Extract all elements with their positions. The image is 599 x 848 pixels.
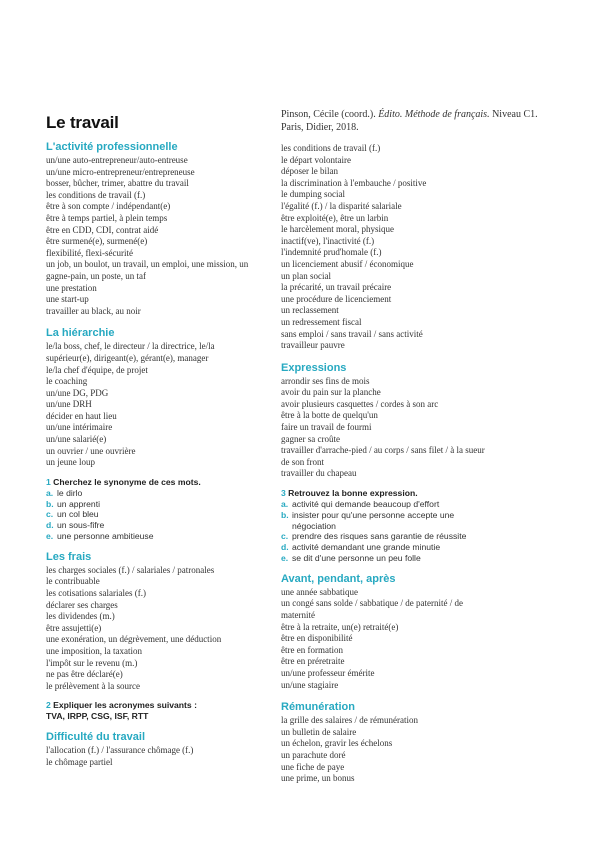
exercise-items [281, 499, 543, 564]
list-item: un/une salarié(e) [46, 434, 107, 445]
list-item: un parachute doré [281, 749, 346, 760]
exercise-item [46, 488, 274, 499]
exercise-1 [46, 477, 274, 542]
exercise-item-text: activité qui demande beaucoup d'effort [292, 499, 440, 510]
list-item: les dividendes (m.) [46, 611, 115, 622]
list-item: un redressement fiscal [281, 316, 362, 327]
section-title-difficulte: Difficulté du travail [46, 731, 146, 744]
list-item: un bulletin de salaire [281, 726, 357, 737]
list-item: un/une auto-entrepreneur/auto-entreuse [46, 155, 188, 165]
list-item: une start-up [46, 294, 89, 305]
list-item: une prime, un bonus [281, 773, 355, 784]
exercise-item-text: se dit d'une personne un peu folle [292, 553, 421, 564]
list-item: travailler du chapeau [281, 468, 357, 479]
exercise-item [281, 531, 543, 542]
list-item: l'impôt sur le revenu (m.) [46, 657, 138, 668]
list-item: supérieur(e), dirigeant(e), gérant(e), manager [46, 352, 209, 363]
exercise-acronyms: TVA, IRPP, CSG, ISF, RTT [46, 711, 149, 722]
exercise-2 [46, 700, 274, 722]
exercise-item-text: prendre des risques sans garantie de réussite [292, 531, 467, 542]
exercise-item-letter: a. [281, 499, 289, 510]
list-item: un congé sans solde / sabbatique / de paternité / de [281, 598, 463, 609]
list-item: déposer le bilan [281, 166, 338, 177]
list-difficulte [46, 745, 274, 768]
exercise-item [46, 531, 274, 542]
exercise-question: Retrouvez la bonne expression. [288, 488, 418, 499]
citation-publisher: Paris, Didier, 2018. [281, 121, 359, 133]
list-item: un/une stagiaire [281, 679, 339, 690]
list-item: être en CDD, CDI, contrat aidé [46, 224, 159, 235]
exercise-item [281, 499, 543, 510]
list-continued [281, 143, 543, 352]
list-item: le harcèlement moral, physique [281, 224, 394, 235]
exercise-item-letter: d. [281, 542, 289, 553]
exercise-item-text: un sous-fifre [57, 520, 105, 531]
list-item: la discrimination à l'embauche / positive [281, 177, 427, 188]
list-item: un/une DRH [46, 399, 92, 410]
list-item: un/une micro-entrepreneur/entrepreneuse [46, 166, 195, 177]
citation [281, 109, 556, 134]
list-item: une exonération, un dégrèvement, une déduction [46, 634, 222, 645]
list-item: être à la retraite, un(e) retraité(e) [281, 621, 399, 632]
list-item: la grille des salaires / de rémunération [281, 715, 418, 726]
list-item: flexibilité, flexi-sécurité [46, 247, 133, 258]
list-expressions [281, 376, 543, 480]
list-item: un job, un boulot, un travail, un emploi, une mission, un [46, 259, 249, 270]
list-item: les cotisations salariales (f.) [46, 588, 146, 599]
list-item: le départ volontaire [281, 154, 351, 165]
list-item: gagne-pain, un poste, un taf [46, 270, 146, 281]
list-item: décider en haut lieu [46, 410, 117, 421]
list-item: le chômage partiel [46, 756, 113, 767]
exercise-item-letter: e. [281, 553, 289, 564]
list-item: gagner sa croûte [281, 433, 340, 444]
list-item: être à son compte / indépendant(e) [46, 201, 171, 212]
exercise-item-text: activité demandant une grande minutie [292, 542, 441, 553]
list-remuneration [281, 715, 543, 785]
list-item: avoir plusieurs casquettes / cordes à son arc [281, 398, 439, 409]
list-avant [281, 587, 543, 691]
page-title: Le travail [46, 113, 119, 132]
list-item: l'égalité (f.) / la disparité salariale [281, 200, 402, 211]
list-item: le contribuable [46, 576, 100, 587]
list-hierarchie [46, 341, 274, 469]
section-title-expressions: Expressions [281, 361, 347, 374]
section-title-hierarchie: La hiérarchie [46, 327, 115, 340]
exercise-item-text: le dirlo [57, 487, 83, 498]
list-item: bosser, bûcher, trimer, abattre du travail [46, 178, 189, 189]
exercise-item-text: négociation [292, 520, 336, 531]
citation-authors: Pinson, Cécile (coord.). [281, 109, 376, 120]
list-item: les conditions de travail (f.) [46, 189, 146, 200]
exercise-number: 3 [281, 488, 286, 499]
right-column [281, 143, 543, 785]
list-item: faire un travail de fourmi [281, 422, 372, 433]
list-item: être à la botte de quelqu'un [281, 410, 378, 421]
exercise-number: 2 [46, 700, 51, 711]
list-item: être en formation [281, 644, 343, 655]
section-title-remuneration: Rémunération [281, 701, 355, 714]
section-title-activite: L'activité professionnelle [46, 141, 178, 153]
exercise-item-letter: b. [281, 509, 289, 520]
list-item: être en préretraite [281, 656, 345, 667]
list-item: le dumping social [281, 189, 345, 200]
list-item: être en disponibilité [281, 633, 353, 644]
list-item: inactif(ve), l'inactivité (f.) [281, 235, 375, 246]
list-item: être exploité(e), être un larbin [281, 212, 389, 223]
list-item: un échelon, gravir les échelons [281, 738, 393, 749]
exercise-item-letter: b. [46, 498, 54, 509]
list-item: les conditions de travail (f.) [281, 143, 381, 153]
list-item: maternité [281, 610, 315, 620]
exercise-item [281, 510, 543, 521]
list-frais [46, 565, 274, 693]
exercise-item [46, 499, 274, 510]
list-item: le prélèvement à la source [46, 680, 140, 691]
list-item: un/une DG, PDG [46, 387, 109, 398]
citation-level: Niveau C1. [492, 109, 538, 120]
exercise-item-text: insister pour qu'une personne accepte une [292, 509, 455, 520]
list-item: un jeune loup [46, 457, 95, 468]
list-item: être assujetti(e) [46, 622, 102, 633]
list-item: un plan social [281, 270, 331, 281]
exercise-item-letter: c. [281, 531, 289, 542]
list-item: une fiche de paye [281, 761, 345, 772]
list-item: un ouvrier / une ouvrière [46, 445, 136, 456]
list-item: travailleur pauvre [281, 340, 345, 351]
list-item: travailler au black, au noir [46, 305, 141, 316]
exercise-item [281, 553, 543, 564]
list-item: l'allocation (f.) / l'assurance chômage (f.) [46, 745, 194, 756]
list-item: de son front [281, 456, 324, 467]
list-item: un reclassement [281, 305, 339, 316]
exercise-number: 1 [46, 476, 51, 487]
exercise-question: Expliquer les acronymes suivants : [53, 700, 197, 711]
list-item: une année sabbatique [281, 586, 358, 597]
list-item: le coaching [46, 376, 88, 387]
list-item: la précarité, un travail précaire [281, 282, 392, 293]
exercise-item-letter: d. [46, 520, 54, 531]
list-item: travailler d'arrache-pied / au corps / sans filet / à la sueur [281, 445, 485, 456]
list-item: une prestation [46, 282, 97, 293]
list-item: le/la boss, chef, le directeur / la directrice, le/la [46, 341, 215, 352]
exercise-item [281, 521, 543, 532]
list-item: un/une professeur émérite [281, 667, 375, 678]
list-item: une imposition, la taxation [46, 645, 142, 656]
exercise-item [46, 520, 274, 531]
section-title-avant: Avant, pendant, après [281, 572, 396, 585]
exercise-item [46, 509, 274, 520]
exercise-item-text: un col bleu [57, 509, 99, 520]
citation-work: Édito. Méthode de français. [378, 109, 490, 120]
exercise-item-text: un apprenti [57, 498, 101, 509]
list-item: le/la chef d'équipe, de projet [46, 364, 148, 375]
exercise-item-letter: c. [46, 509, 54, 520]
list-item: un licenciement abusif / économique [281, 258, 414, 269]
section-title-frais: Les frais [46, 550, 92, 563]
list-item: être à temps partiel, à plein temps [46, 212, 168, 223]
list-item: arrondir ses fins de mois [281, 375, 370, 386]
exercise-item-letter: a. [46, 487, 54, 498]
list-item: ne pas être déclaré(e) [46, 669, 123, 680]
list-item: être surmené(e), surmené(e) [46, 236, 148, 247]
list-item: sans emploi / sans travail / sans activité [281, 328, 423, 339]
exercise-3 [281, 488, 543, 564]
list-item: les charges sociales (f.) / salariales / patronales [46, 564, 215, 575]
left-column [46, 140, 274, 769]
exercise-question: Cherchez le synonyme de ces mots. [53, 476, 201, 487]
exercise-item-letter: e. [46, 531, 54, 542]
exercise-item [281, 542, 543, 553]
list-activite [46, 155, 274, 317]
list-item: l'indemnité prud'homale (f.) [281, 247, 382, 258]
list-item: avoir du pain sur la planche [281, 387, 381, 398]
list-item: déclarer ses charges [46, 599, 118, 610]
list-item: une procédure de licenciement [281, 293, 392, 304]
list-item: un/une intérimaire [46, 422, 113, 433]
exercise-item-text: une personne ambitieuse [57, 531, 154, 542]
exercise-items [46, 488, 274, 542]
